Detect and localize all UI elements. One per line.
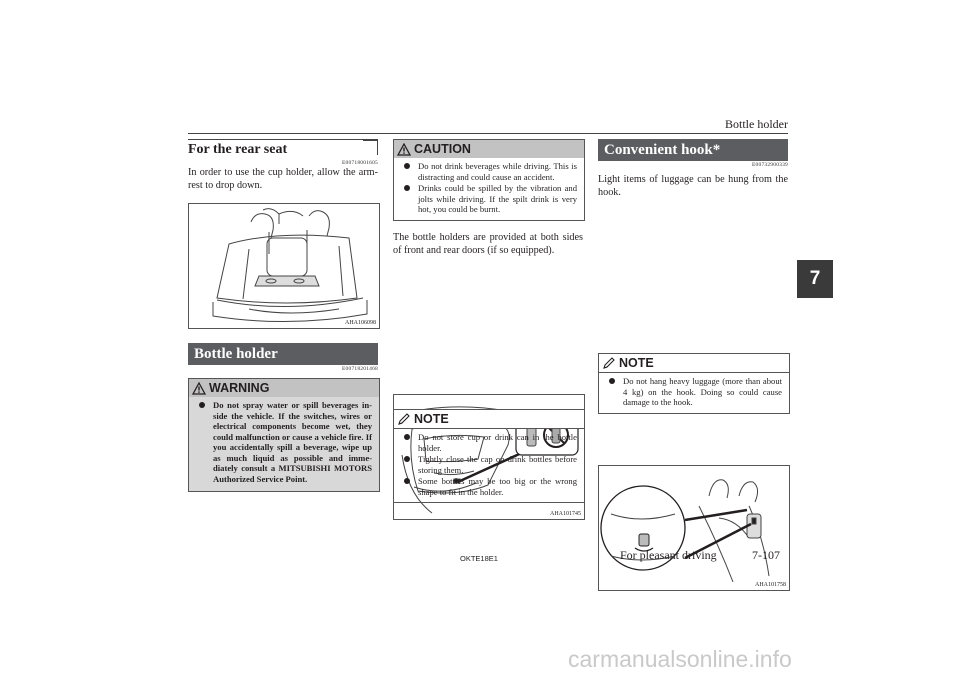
hook-body: Light items of luggage can be hung from the hook.	[598, 174, 788, 198]
note-pencil-icon	[397, 413, 411, 426]
caution-heading-text: CAUTION	[414, 142, 471, 156]
warning-list	[189, 397, 379, 491]
chapter-tab: 7	[797, 260, 833, 298]
bullet-icon	[404, 456, 410, 462]
warning-triangle-icon	[192, 382, 206, 395]
caution-triangle-icon	[397, 143, 411, 156]
rear-seat-body: In order to use the cup holder, allow the arm-rest to drop down.	[188, 167, 378, 191]
section-title-convenient-hook: Convenient hook*	[598, 139, 788, 161]
bullet-icon	[404, 478, 410, 484]
figure-code: AHA106098	[345, 320, 376, 326]
list-item-text: Drinks could be spilled by the vibration and jolts while driving. If the spilt drink is very hot, you could be burnt.	[418, 183, 577, 214]
note-list	[394, 429, 584, 502]
title-corner-mark	[363, 140, 378, 155]
list-item-text: Do not drink beverages while driving. This is distracting and could cause an accident.	[418, 161, 577, 182]
warning-heading	[189, 379, 379, 397]
section-bottle-holder	[188, 343, 378, 372]
list-item-text: Tightly close the cap on drink bottles before storing them.	[418, 454, 577, 475]
note-heading-text: NOTE	[619, 356, 654, 370]
rear-seat-title-text: For the rear seat	[188, 142, 288, 157]
note-box	[393, 409, 585, 503]
section-rear-seat	[188, 139, 378, 192]
list-item-text: Do not spray water or spill beverages in-side the vehicle. If the switches, wires or electrical components become wet, they could malfunction or cause a vehicle fire. If you accidentally spill a beverage, wipe up as much liquid as possible and imme-diately consult a MITSUBISHI MOTORS Authorized Service Point.	[213, 400, 372, 484]
list-item	[401, 161, 577, 182]
watermark[interactable]: carmanualsonline.info	[568, 646, 792, 672]
bullet-icon	[199, 402, 205, 408]
note-list	[599, 373, 789, 413]
figure-rear-seat-cupholder	[188, 203, 380, 329]
warning-box	[188, 378, 380, 492]
section-code: E00718001605	[341, 160, 378, 166]
header-rule	[188, 133, 788, 134]
section-convenient-hook	[598, 139, 788, 199]
rear-seat-illustration	[189, 204, 377, 328]
list-item	[401, 183, 577, 215]
running-header-title: Bottle holder	[725, 117, 788, 131]
footer-doc-code: OKTE18E1	[460, 554, 498, 563]
page-number: 7-107	[752, 548, 780, 562]
bullet-icon	[404, 185, 410, 191]
list-item	[401, 432, 577, 453]
figure-convenient-hook	[598, 465, 790, 591]
note-heading	[394, 410, 584, 429]
caution-heading	[394, 140, 584, 158]
bottle-holder-body: The bottle holders are provided at both sides of front and rear doors (if so equipped).	[393, 232, 583, 256]
caution-list	[394, 158, 584, 220]
hook-illustration	[599, 466, 787, 590]
section-title-rear-seat	[188, 139, 378, 160]
note-pencil-icon	[602, 357, 616, 370]
list-item-text: Some bottles may be too big or the wrong shape to fit in the holder.	[418, 476, 577, 497]
section-title-bottle-holder: Bottle holder	[188, 343, 378, 365]
note-box	[598, 353, 790, 414]
bullet-icon	[404, 163, 410, 169]
bullet-icon	[404, 434, 410, 440]
list-item	[401, 454, 577, 475]
list-item	[606, 376, 782, 408]
footer-section-title: For pleasant driving	[620, 548, 717, 562]
figure-code: AHA101758	[755, 582, 786, 588]
section-code: E00718201468	[341, 366, 378, 372]
list-item	[401, 476, 577, 497]
section-code: E00732900339	[751, 162, 788, 168]
caution-box	[393, 139, 585, 221]
note-heading	[599, 354, 789, 373]
list-item-text: Do not store cup or drink can in the bottle holder.	[418, 432, 577, 453]
bullet-icon	[609, 378, 615, 384]
note-heading-text: NOTE	[414, 412, 449, 426]
list-item	[196, 400, 372, 484]
list-item-text: Do not hang heavy luggage (more than about 4 kg) on the hook. Doing so could cause damage to the hook.	[623, 376, 782, 407]
warning-heading-text: WARNING	[209, 381, 270, 395]
figure-code: AHA101745	[550, 511, 581, 517]
